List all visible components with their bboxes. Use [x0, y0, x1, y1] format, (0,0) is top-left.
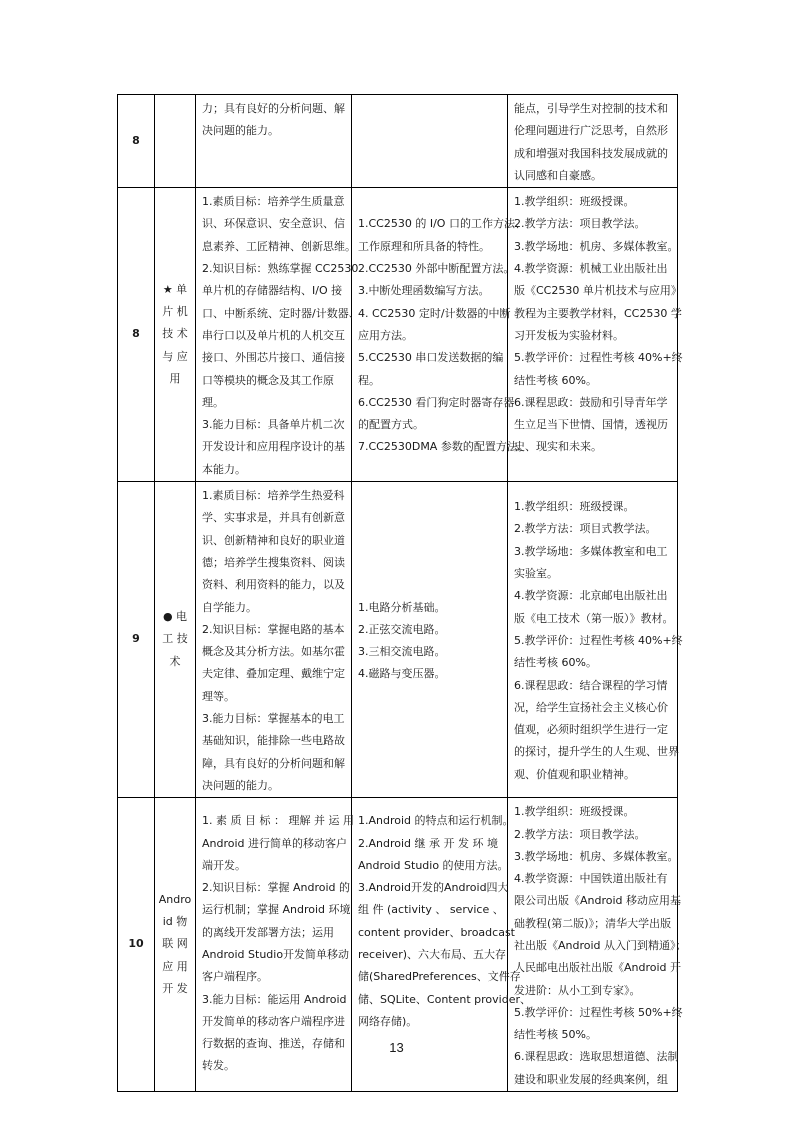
text-line: 观、价值观和职业精神。 [514, 767, 635, 781]
course-content [352, 95, 508, 188]
text-line: 结性考核 60%。 [514, 373, 597, 387]
text-line: 的离线开发部署方法；运用 [202, 925, 334, 939]
text-line: 决问题的能力。 [202, 778, 279, 792]
text-line: 概念及其分析方法。如基尔霍 [202, 645, 345, 659]
text-line: 应 用 [162, 959, 188, 973]
text-line: 1.教学组织：班级授课。 [514, 500, 635, 514]
text-line: 3.Android开发的Android四大 [358, 881, 509, 895]
text-line: 实验室。 [514, 567, 558, 581]
row-number: 8 [118, 95, 155, 188]
text-line: 与 应 [162, 349, 188, 363]
text-line: 3.能力目标：掌握基本的电工 [202, 712, 345, 726]
text-line: 用 [169, 372, 181, 386]
text-line: 程。 [358, 373, 380, 387]
text-line: 能点，引导学生对控制的技术和 [514, 102, 668, 115]
text-line: 2.Android 继 承 开 发 环 境 [358, 836, 499, 850]
text-line: 学、实事求是，并具有创新意 [202, 511, 345, 525]
text-line: Android 进行简单的移动客户 [202, 836, 348, 850]
text-line: 3.能力目标：具备单片机二次 [202, 418, 345, 432]
text-line: 6.课程思政：鼓励和引导青年学 [514, 395, 668, 409]
text-line: content provider、broadcast [358, 925, 515, 939]
course-content [352, 482, 508, 798]
text-line: 端开发。 [202, 858, 246, 872]
text-line: 息素养、工匠精神、创新思维。 [202, 239, 356, 253]
text-line: 版《CC2530 单片机技术与应用》 [514, 284, 682, 298]
text-line: receiver)、六大布局、五大存 [358, 947, 507, 961]
text-line: 行数据的查询、推送，存储和 [202, 1037, 345, 1051]
text-line: 1.素质目标：培养学生热爱科 [202, 489, 345, 503]
text-line: 史、现实和未来。 [514, 440, 602, 454]
text-line: Android Studio开发简单移动 [202, 947, 350, 961]
text-line: 自学能力。 [202, 600, 257, 614]
text-line: 客户端程序。 [202, 970, 268, 984]
text-line: 6.CC2530 看门狗定时器寄存器 [358, 395, 515, 409]
text-line: 障，具有良好的分析问题和解 [202, 756, 345, 770]
text-line: 值观，必须时组织学生进行一定 [514, 723, 668, 737]
text-line: 2.知识目标：掌握 Android 的 [202, 881, 351, 895]
text-line: 基础知识，能排除一些电路故 [202, 734, 345, 748]
text-line: 2.知识目标：熟练掌握 CC2530 [202, 262, 359, 276]
text-line: 3.教学场地：多媒体教室和电工 [514, 544, 668, 558]
text-line: 的探讨，提升学生的人生观、世界 [514, 745, 679, 759]
text-line: 本能力。 [202, 462, 246, 476]
text-line: 开发简单的移动客户端程序进 [202, 1014, 345, 1028]
text-line: 教程为主要教学材料，CC2530 学 [514, 306, 682, 320]
text-line: 况，给学生宣扬社会主义核心价 [514, 700, 668, 714]
text-line: 6.课程思政：选取思想道德、法制 [514, 1050, 679, 1064]
text-line: 理等。 [202, 689, 235, 703]
text-line: 成和增强对我国科技发展成就的 [514, 146, 668, 160]
course-table [117, 94, 687, 1092]
text-line: 3.能力目标：能运用 Android [202, 992, 347, 1006]
text-line: 1. 素 质 目 标 ： 理解 并 运 用 [202, 814, 354, 828]
text-line: 4.教学资源：中国铁道出版社有 [514, 872, 668, 886]
text-line: 组 件 (activity 、 service 、 [358, 903, 504, 917]
text-line: 单片机的存储器结构、I/O 接 [202, 284, 343, 298]
text-line: 1.教学组织：班级授课。 [514, 195, 635, 209]
course-name [155, 95, 196, 188]
text-line: 7.CC2530DMA 参数的配置方法。 [358, 440, 529, 454]
teaching-requirements [508, 188, 683, 482]
text-line: 础教程(第二版)》；清华大学出版 [514, 916, 672, 930]
text-line: 1.CC2530 的 I/O 口的工作方法、 [358, 217, 526, 231]
text-line: 2.正弦交流电路。 [358, 622, 446, 636]
text-line: 夫定律、叠加定理、戴维宁定 [202, 667, 345, 681]
text-line: 2.教学方法：项目式教学法。 [514, 522, 657, 536]
text-line: 习开发板为实验材料。 [514, 328, 624, 342]
text-line: 1.电路分析基础。 [358, 600, 446, 614]
text-line: 生立足当下世情、国情，透视历 [514, 418, 668, 432]
text-line: 储、SQLite、Content provider、 [358, 992, 531, 1006]
text-line: 串行口以及单片机的人机交互 [202, 328, 345, 342]
text-line: 2.教学方法：项目教学法。 [514, 827, 646, 841]
text-line: 人民邮电出版社出版《Android 开 [514, 961, 682, 975]
text-line: 口等模块的概念及其工作原 [202, 373, 334, 387]
text-line: 技 术 [162, 327, 188, 341]
text-line: 储(SharedPreferences、文件存 [358, 970, 521, 984]
text-line: 术 [169, 654, 181, 668]
text-line: ● 电 [162, 610, 188, 624]
course-name [155, 188, 196, 482]
text-line: 片 机 [162, 305, 188, 319]
text-line: 6.课程思政：结合课程的学习情 [514, 678, 668, 692]
text-line: 4.教学资源：北京邮电出版社出 [514, 589, 668, 603]
text-line: 5.教学评价：过程性考核 40%+终 [514, 633, 683, 647]
text-line: 开 发 [162, 982, 188, 996]
course-goals [196, 95, 352, 188]
text-line: 转发。 [202, 1059, 235, 1073]
text-line: 5.CC2530 串口发送数据的编 [358, 351, 504, 365]
text-line: 1.教学组织：班级授课。 [514, 805, 635, 819]
text-line: 4.教学资源：机械工业出版社出 [514, 262, 668, 276]
text-line: ★ 单 [162, 282, 188, 296]
text-line: 3.教学场地：机房、多媒体教室。 [514, 239, 679, 253]
text-line: 应用方法。 [358, 328, 413, 342]
text-line: 2.CC2530 外部中断配置方法。 [358, 262, 515, 276]
text-line: 的配置方式。 [358, 418, 424, 432]
text-line: 工 技 [162, 632, 188, 646]
text-line: 伦理问题进行广泛思考，自然形 [514, 124, 668, 138]
text-line: 1.素质目标：培养学生质量意 [202, 195, 345, 209]
text-line: 力；具有良好的分析问题、解 [202, 102, 345, 115]
text-line: id 物 [162, 915, 188, 929]
text-line: 开发设计和应用程序设计的基 [202, 440, 345, 454]
text-line: 4. CC2530 定时/计数器的中断 [358, 306, 511, 320]
text-line: 2.教学方法：项目教学法。 [514, 217, 646, 231]
course-goals [196, 188, 360, 482]
text-line: 工作原理和所具备的特性。 [358, 239, 490, 253]
text-line: Andro [158, 892, 192, 906]
text-line: 版《电工技术（第一版）》教材。 [514, 611, 674, 625]
text-line: 接口、外围芯片接口、通信接 [202, 351, 345, 365]
text-line: 建设和职业发展的经典案例，组 [514, 1072, 668, 1086]
text-line: 3.三相交流电路。 [358, 645, 446, 659]
text-line: Android Studio 的使用方法。 [358, 858, 509, 872]
row-number: 10 [118, 798, 155, 1092]
course-name [155, 482, 196, 798]
text-line: 联 网 [162, 937, 188, 951]
text-line: 3.中断处理函数编写方法。 [358, 284, 490, 298]
text-line: 结性考核 50%。 [514, 1028, 597, 1042]
table-row [118, 482, 678, 798]
row-number: 8 [118, 188, 155, 482]
text-line: 发进阶：从小工到专家》。 [514, 983, 641, 997]
text-line: 识、环保意识、安全意识、信 [202, 217, 345, 231]
text-line: 识、创新精神和良好的职业道 [202, 533, 345, 547]
text-line: 5.教学评价：过程性考核 40%+终 [514, 351, 683, 365]
text-line: 认同感和自豪感。 [514, 168, 602, 182]
text-line: 限公司出版《Android 移动应用基 [514, 894, 682, 908]
text-line: 德；培养学生搜集资料、阅读 [202, 555, 345, 569]
row-number: 9 [118, 482, 155, 798]
text-line: 4.磁路与变压器。 [358, 667, 446, 681]
text-line: 口、中断系统、定时器/计数器、 [202, 306, 360, 320]
table-row [118, 95, 678, 188]
teaching-requirements [508, 482, 683, 798]
course-goals [196, 482, 352, 798]
text-line: 1.Android 的特点和运行机制。 [358, 814, 514, 828]
text-line: 网络存储)。 [358, 1014, 418, 1028]
text-line: 3.教学场地：机房、多媒体教室。 [514, 849, 679, 863]
page-number: 13 [389, 1040, 404, 1055]
text-line: 资料、利用资料的能力，以及 [202, 578, 345, 592]
text-line: 结性考核 60%。 [514, 656, 597, 670]
text-line: 决问题的能力。 [202, 124, 279, 138]
text-line: 理。 [202, 395, 224, 409]
text-line: 2.知识目标：掌握电路的基本 [202, 622, 345, 636]
text-line: 社出版《Android 从入门到精通》； [514, 938, 687, 952]
text-line: 5.教学评价：过程性考核 50%+终 [514, 1005, 683, 1019]
text-line: 运行机制；掌握 Android 环境 [202, 903, 351, 917]
course-content [352, 188, 529, 482]
teaching-requirements [508, 95, 678, 188]
table-row [118, 188, 678, 482]
